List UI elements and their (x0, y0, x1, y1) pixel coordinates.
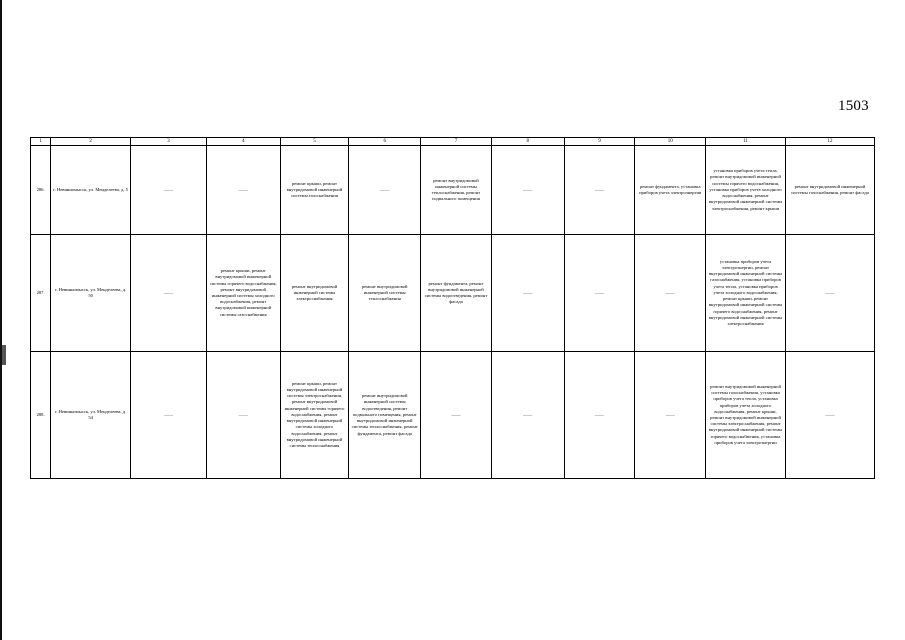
cell-col3: —— (131, 352, 207, 479)
cell-col7: —— (421, 352, 492, 479)
col-number-6: 6 (349, 138, 421, 146)
row-address: г. Невинномысск, ул. Менделеева, д. 54 (51, 352, 131, 479)
page-number: 1503 (838, 98, 869, 114)
cell-col7: ремонт внутридомовой инженерной системы теплоснабжения, ремонт подвального помещения (421, 146, 492, 235)
header-row (31, 138, 875, 146)
cell-col6: ремонт внутридомовой инженерной системы теплоснабжения (349, 235, 421, 352)
cell-col5: ремонт крыши, ремонт внутридомовой инженерной системы электроснабжения, ремонт внутридомовой инженерной системы горячего водоснабжения, ремонт внутридомовой инженерной системы холодного водоснабжения, ремонт внутридомовой инженерной системы теплоснабжения (280, 352, 349, 479)
cell-col8: —— (491, 352, 564, 479)
cell-col11: установка приборов учета тепла, ремонт внутридомовой инженерной системы горячего водоснабжения, установка приборов учета холодного водоснабжения, ремонт внутридомовой инженерной системы электроснабжения, ремонт крыши (706, 146, 786, 235)
cell-col3: —— (131, 235, 207, 352)
col-number-4: 4 (206, 138, 280, 146)
cell-col9: —— (564, 352, 635, 479)
cell-col12: ремонт внутридомовой инженерной системы газоснабжения, ремонт фасада (785, 146, 874, 235)
row-number: 286. (31, 146, 51, 235)
scan-edge-mark (2, 345, 6, 365)
cell-col3: —— (131, 146, 207, 235)
cell-col10: —— (635, 352, 706, 479)
cell-col9: —— (564, 146, 635, 235)
cell-col7: ремонт фундамента, ремонт внутридомовой инженерной системы водоотведения, ремонт фасада (421, 235, 492, 352)
cell-col4: ремонт крыши, ремонт внутридомовой инженерной системы горячего водоснабжения, ремонт внутридомовой инженерной системы холодного водоснабжения, ремонт внутридомовой инженерной системы газоснабжения (206, 235, 280, 352)
col-number-3: 3 (131, 138, 207, 146)
col-number-9: 9 (564, 138, 635, 146)
cell-col9: —— (564, 235, 635, 352)
table-row (31, 235, 875, 352)
row-number: 288. (31, 352, 51, 479)
cell-col11: ремонт внутридомовой инженерной системы газоснабжения, установка приборов учета тепла, установка приборов учета холодного водоснабжения, ремонт крыши, ремонт внутридомовой инженерной системы электроснабжения, ремонт внутридомовой инженерной системы горячего водоснабжения, установка приборов учета электроэнергии (706, 352, 786, 479)
col-number-12: 12 (785, 138, 874, 146)
cell-col11: установка приборов учета электроэнергии, ремонт внутридомовой инженерной системы газоснабжения, установка приборов учета тепла, установка приборов учета холодного водоснабжения, ремонт крыши, ремонт внутридомовой инженерной системы горячего водоснабжения, ремонт внутридомовой инженерной системы электроснабжения (706, 235, 786, 352)
cell-col10: —— (635, 235, 706, 352)
col-number-2: 2 (51, 138, 131, 146)
cell-col8: —— (491, 235, 564, 352)
col-number-11: 11 (706, 138, 786, 146)
row-number: 287. (31, 235, 51, 352)
cell-col6: —— (349, 146, 421, 235)
scan-edge-left (0, 0, 2, 640)
col-number-5: 5 (280, 138, 349, 146)
cell-col5: ремонт внутридомовой инженерной системы электроснабжения (280, 235, 349, 352)
row-address: г. Невинномысск, ул. Менделеева, д. 50 (51, 235, 131, 352)
col-number-10: 10 (635, 138, 706, 146)
col-number-1: 1 (31, 138, 51, 146)
cell-col5: ремонт крыши, ремонт внутридомовой инженерной системы газоснабжения (280, 146, 349, 235)
cell-col12: —— (785, 352, 874, 479)
cell-col8: —— (491, 146, 564, 235)
cell-col10: ремонт фундамента, установка приборов учета электроэнергии (635, 146, 706, 235)
cell-col4: —— (206, 352, 280, 479)
registry-table (30, 137, 875, 479)
cell-col12: —— (785, 235, 874, 352)
col-number-8: 8 (491, 138, 564, 146)
col-number-7: 7 (421, 138, 492, 146)
table-row (31, 352, 875, 479)
cell-col4: —— (206, 146, 280, 235)
table-row (31, 146, 875, 235)
cell-col6: ремонт внутридомовой инженерной системы водоотведения, ремонт подвального помещения, ремонт внутридомовой инженерной системы теплоснабжения, ремонт фундамента, ремонт фасада (349, 352, 421, 479)
row-address: г. Невинномысск, ул. Менделеева, д. 5 (51, 146, 131, 235)
